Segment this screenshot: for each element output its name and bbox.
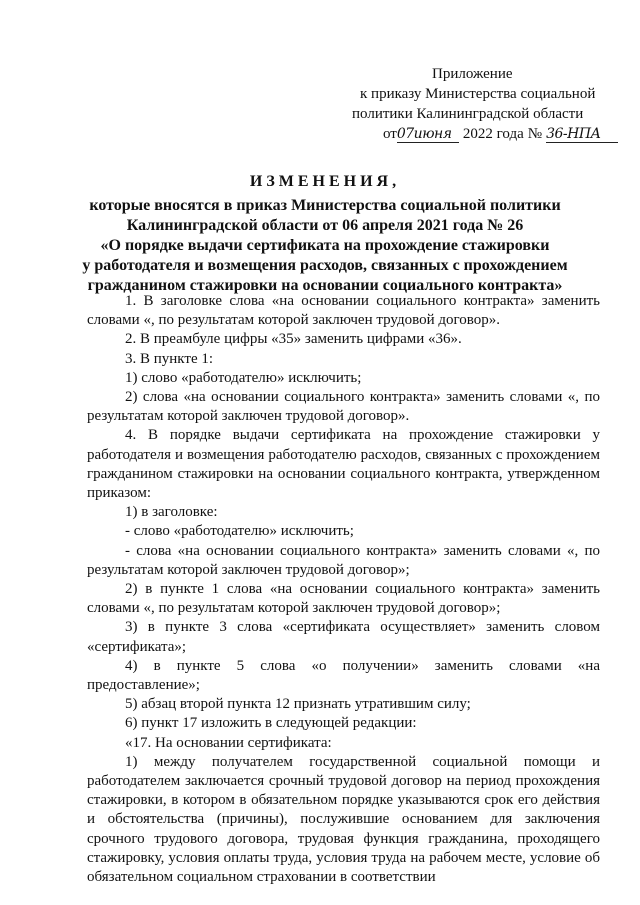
handwritten-date: 07июня — [397, 126, 459, 143]
handwritten-number: 36-НПА — [546, 126, 618, 143]
appendix-date-line — [350, 124, 620, 144]
paragraph: 2) в пункте 1 слова «на основании социального контракта» заменить словами «, по результатам которой заключен трудовой договор»; — [87, 581, 600, 617]
document-title — [60, 172, 590, 296]
title-heading: ИЗМЕНЕНИЯ, — [249, 173, 401, 190]
number-label: № — [527, 126, 543, 142]
paragraph: 6) пункт 17 изложить в следующей редакции: — [125, 715, 417, 732]
paragraph: 1) слово «работодателю» исключить; — [125, 369, 362, 386]
paragraph: 2. В преамбуле цифры «35» заменить цифрами «36». — [125, 331, 462, 348]
paragraph: 4. В порядке выдачи сертификата на прохождение стажировки у работодателя и возмещения работодателю расходов, связанных с прохождением гражданином стажировки на основании социального контракта, утвержденном приказом: — [87, 427, 600, 502]
appendix-order-line: к приказу Министерства социальной — [360, 86, 596, 102]
paragraph: 4) в пункте 5 слова «о получении» заменить словами «на предоставление»; — [87, 657, 600, 694]
paragraph: 5) абзац второй пункта 12 признать утратившим силу; — [125, 696, 471, 713]
paragraph: 1) между получателем государственной социальной помощи и работодателем заключается срочный трудовой договор на период прохождения стажировки, в котором в обязательном порядке указываются срок его действия и обстоятельства (причины), послужившие основанием для заключения срочного трудового договора, трудовая функция гражданина, проходящего стажировку, условия оплаты труда, условия труда на рабочем месте, условие об обязательном социальном страховании в соответствии — [87, 753, 600, 886]
title-line-5: гражданином стажировки на основании социального контракта» — [87, 277, 563, 294]
paragraph: 2) слова «на основании социального контракта» заменить словами «, по результатам которой заключен трудовой договор». — [87, 389, 600, 425]
paragraph: 3. В пункте 1: — [125, 350, 214, 367]
paragraph: 3) в пункте 3 слова «сертификата осуществляет» заменить словом «сертификата»; — [87, 619, 600, 655]
appendix-block — [350, 64, 620, 144]
paragraph: - слова «на основании социального контракта» заменить словами «, по результатам которой заключен трудовой договор»; — [87, 542, 600, 578]
title-line-2: Калининградской области от 06 апреля 2021 года № 26 — [126, 217, 524, 234]
paragraph: 1. В заголовке слова «на основании социального контракта» заменить словами «, по результатам которой заключен трудовой договор». — [87, 293, 600, 329]
title-line-1: которые вносятся в приказ Министерства социальной политики — [89, 197, 561, 214]
paragraph: 1) в заголовке: — [125, 504, 218, 521]
appendix-ministry-line: политики Калининградской области — [352, 106, 584, 122]
title-line-3: «О порядке выдачи сертификата на прохождение стажировки — [100, 237, 550, 254]
document-body — [87, 292, 600, 887]
paragraph: - слово «работодателю» исключить; — [125, 523, 354, 540]
appendix-title: Приложение — [432, 66, 513, 82]
from-label: от — [383, 126, 397, 142]
title-line-4: у работодателя и возмещения расходов, связанных с прохождением — [82, 257, 568, 274]
paragraph: «17. На основании сертификата: — [125, 734, 332, 751]
year-label: 2022 года — [462, 126, 524, 142]
